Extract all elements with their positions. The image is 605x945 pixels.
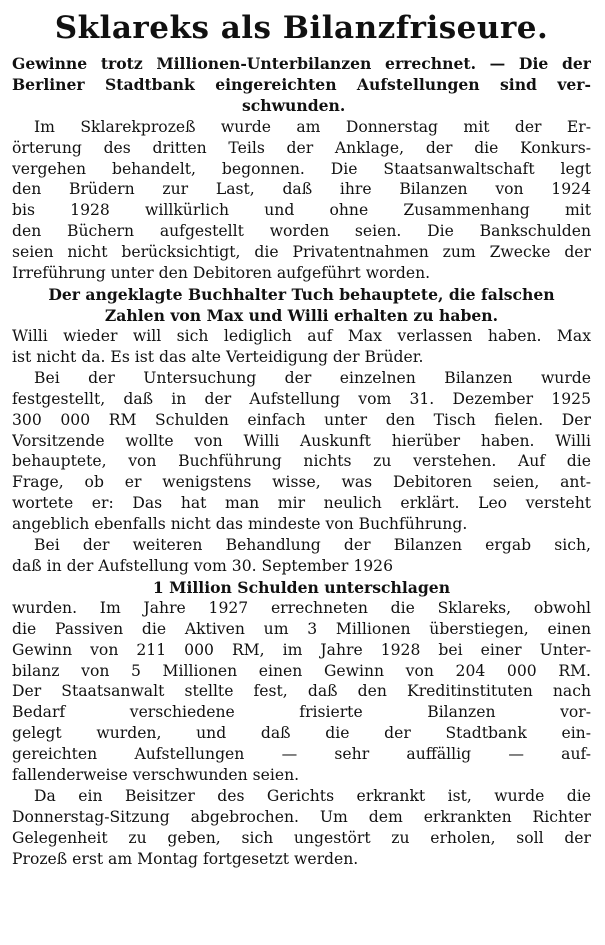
paragraph-5	[12, 598, 591, 786]
text-line: 300 000 RM Schulden einfach unter den Tisch fielen. Der	[12, 410, 591, 429]
paragraph-3	[12, 368, 591, 535]
text-line: Prozeß erst am Montag fortgesetzt werden.	[12, 849, 359, 868]
text-line: daß in der Aufstellung vom 30. September 1926	[12, 556, 394, 575]
text-line: wurden. Im Jahre 1927 errechneten die Sklareks, obwohl	[12, 598, 591, 617]
text-line: behauptete, von Buchführung nichts zu verstehen. Auf die	[12, 452, 591, 471]
text-line: gereichten Aufstellungen — sehr auffällig — auf-	[12, 745, 591, 764]
article-title: Sklareks als Bilanzfriseure.	[54, 10, 549, 46]
text-line: Gelegenheit zu geben, sich ungestört zu erholen, soll der	[12, 828, 591, 847]
text-line: vergehen behandelt, begonnen. Die Staatsanwaltschaft legt	[12, 159, 591, 178]
paragraph-2	[12, 326, 591, 368]
text-line: ist nicht da. Es ist das alte Verteidigung der Brüder.	[12, 347, 424, 366]
text-line: gelegt wurden, und daß die der Stadtbank ein-	[12, 724, 591, 743]
text-line: den Büchern aufgestellt worden seien. Die Bankschulden	[12, 222, 591, 241]
lead-line: Berliner Stadtbank eingereichten Aufstellungen sind ver-	[12, 74, 591, 94]
text-line: angeblich ebenfalls nicht das mindeste von Buchführung.	[12, 515, 468, 534]
text-line: bis 1928 willkürlich und ohne Zusammenhang mit	[12, 201, 591, 220]
lead-line: Gewinne trotz Millionen-Unterbilanzen errechnet. — Die der	[12, 54, 591, 73]
text-line: Irreführung unter den Debitoren aufgeführt worden.	[12, 264, 431, 283]
text-line: Donnerstag-Sitzung abgebrochen. Um dem erkrankten Richter	[12, 807, 591, 826]
lead-paragraph	[12, 54, 591, 117]
text-line: Der Staatsanwalt stellte fest, daß den Kreditinstituten nach	[12, 682, 591, 701]
paragraph-4	[12, 535, 591, 577]
text-line: bilanz von 5 Millionen einen Gewinn von 204 000 RM.	[12, 661, 591, 680]
text-line: wortete er: Das hat man mir neulich erklärt. Leo versteht	[12, 494, 591, 513]
text-line: fallenderweise verschwunden seien.	[12, 766, 300, 785]
text-line: Bei der weiteren Behandlung der Bilanzen ergab sich,	[34, 536, 591, 555]
text-line: Da ein Beisitzer des Gerichts erkrankt ist, wurde die	[34, 787, 591, 805]
lead-line: schwunden.	[242, 95, 346, 115]
text-line: festgestellt, daß in der Aufstellung vom 31. Dezember 1925	[12, 389, 591, 408]
text-line: seien nicht berücksichtigt, die Privatentnahmen zum Zwecke der	[12, 243, 591, 262]
text-line: Vorsitzende wollte von Willi Auskunft hierüber haben. Willi	[12, 431, 591, 450]
paragraph-6	[12, 786, 591, 870]
text-line: Bei der Untersuchung der einzelnen Bilanzen wurde	[34, 368, 591, 387]
text-line: Im Sklarekprozeß wurde am Donnerstag mit der Er-	[34, 117, 591, 136]
text-line: Gewinn von 211 000 RM, im Jahre 1928 bei einer Unter-	[12, 640, 591, 659]
text-line: den Brüdern zur Last, daß ihre Bilanzen von 1924	[12, 180, 591, 199]
text-line: örterung des dritten Teils der Anklage, der die Konkurs-	[12, 138, 591, 157]
subheading-1: Der angeklagte Buchhalter Tuch behauptete, die falschen	[48, 284, 555, 304]
paragraph-1	[12, 117, 591, 284]
subheading-2: 1 Million Schulden unterschlagen	[152, 577, 451, 597]
text-line: die Passiven die Aktiven um 3 Millionen überstiegen, einen	[12, 619, 591, 638]
text-line: Frage, ob er wenigstens wisse, was Debitoren seien, ant-	[12, 473, 591, 492]
text-line: Bedarf verschiedene frisierte Bilanzen vor-	[12, 703, 591, 722]
text-line: Willi wieder will sich lediglich auf Max verlassen haben. Max	[12, 326, 591, 345]
subheading-1b: Zahlen von Max und Willi erhalten zu haben.	[104, 305, 499, 325]
